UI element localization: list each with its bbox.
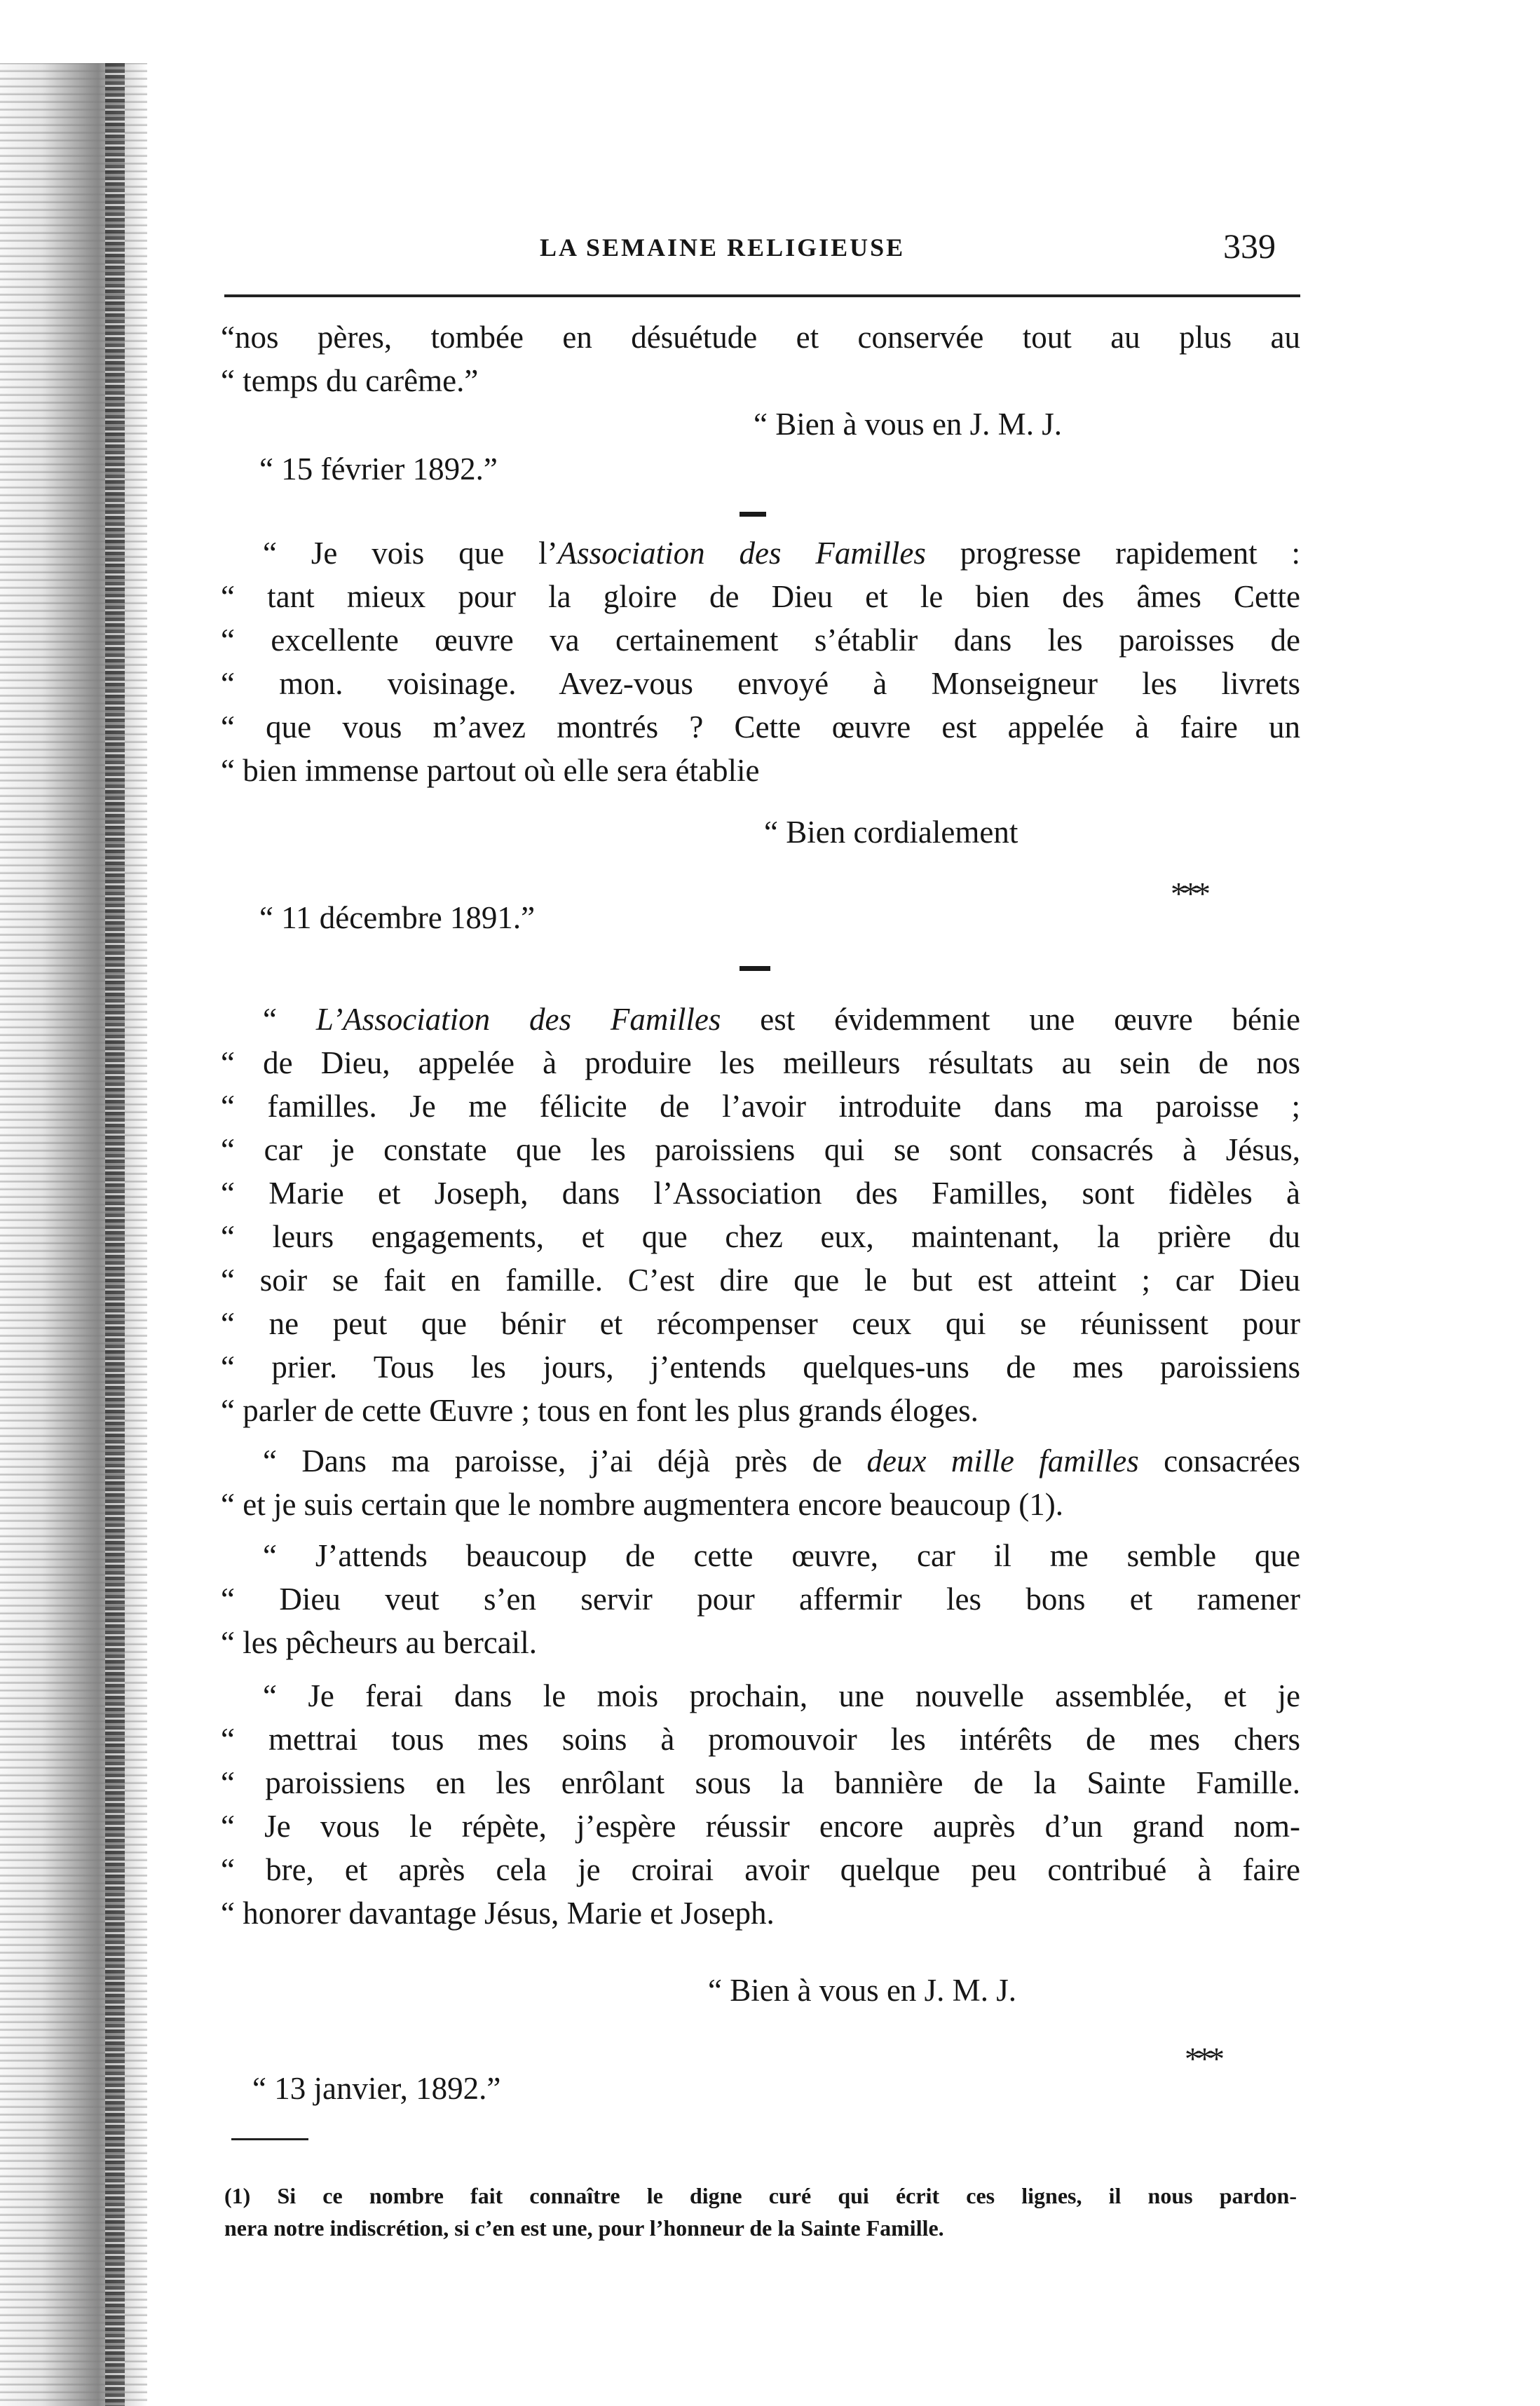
text-line: “ tant mieux pour la gloire de Dieu et le bien des âmes Cette xyxy=(221,579,1300,614)
text-line: “ de Dieu, appelée à produire les meilleurs résultats au sein de nos xyxy=(221,1045,1300,1080)
text-line: “ bien immense partout où elle sera établie xyxy=(221,753,760,788)
running-header xyxy=(0,226,1540,268)
header-rule xyxy=(224,294,1300,297)
page-number: 339 xyxy=(1223,226,1276,266)
text-line: “ ne peut que bénir et récompenser ceux qui se réunissent pour xyxy=(221,1306,1300,1341)
text-line: “ honorer davantage Jésus, Marie et Joseph. xyxy=(221,1896,775,1931)
letter-closing: “ Bien à vous en J. M. J. xyxy=(754,407,1062,442)
text-line: “ car je constate que les paroissiens qui se sont consacrés à Jésus, xyxy=(221,1132,1300,1167)
text-line: “ parler de cette Œuvre ; tous en font les plus grands éloges. xyxy=(221,1393,979,1428)
footnote-rule xyxy=(231,2138,308,2140)
text-line: “ Dieu veut s’en servir pour affermir les bons et ramener xyxy=(221,1582,1300,1617)
letter-date: “ 15 février 1892.” xyxy=(259,451,498,487)
section-dash xyxy=(740,512,766,517)
text-line: “ mon. voisinage. Avez-vous envoyé à Monseigneur les livrets xyxy=(221,666,1300,701)
text-line: “ temps du carême.” xyxy=(221,363,479,398)
letter-date: “ 13 janvier, 1892.” xyxy=(252,2071,501,2106)
text-line: “ prier. Tous les jours, j’entends quelques-uns de mes paroissiens xyxy=(221,1350,1300,1385)
text-line: “ les pêcheurs au bercail. xyxy=(221,1625,538,1660)
footnote-line: (1) Si ce nombre fait connaître le digne curé qui écrit ces lignes, il nous pardon- xyxy=(224,2183,1297,2208)
running-title: LA SEMAINE RELIGIEUSE xyxy=(540,233,906,261)
text-line: “ Marie et Joseph, dans l’Association des Familles, sont fidèles à xyxy=(221,1176,1300,1211)
text-line: “ Je vous le répète, j’espère réussir encore auprès d’un grand nom- xyxy=(221,1809,1300,1844)
letter-closing: “ Bien à vous en J. M. J. xyxy=(708,1973,1016,2008)
text-line: “ bre, et après cela je croirai avoir quelque peu contribué à faire xyxy=(221,1852,1300,1887)
text-line: “ Je ferai dans le mois prochain, une nouvelle assemblée, et je xyxy=(263,1678,1300,1713)
asterism: *** xyxy=(1185,2041,1220,2077)
text-line: “nos pères, tombée en désuétude et conservée tout au plus au xyxy=(221,320,1300,355)
letter-date: “ 11 décembre 1891.” xyxy=(259,900,536,935)
text-line: “ et je suis certain que le nombre augmentera encore beaucoup (1). xyxy=(221,1487,1063,1522)
text-line: “ familles. Je me félicite de l’avoir introduite dans ma paroisse ; xyxy=(221,1089,1300,1124)
letter-closing: “ Bien cordialement xyxy=(764,815,1018,850)
text-line: “ paroissiens en les enrôlant sous la bannière de la Sainte Famille. xyxy=(221,1765,1300,1800)
text-line: “ Je vois que l’Association des Familles progresse rapidement : xyxy=(263,536,1300,571)
text-line: “ mettrai tous mes soins à promouvoir les intérêts de mes chers xyxy=(221,1722,1300,1757)
text-line: “ que vous m’avez montrés ? Cette œuvre est appelée à faire un xyxy=(221,709,1300,745)
text-line: “ excellente œuvre va certainement s’établir dans les paroisses de xyxy=(221,623,1300,658)
text-line: “ Dans ma paroisse, j’ai déjà près de deux mille familles consacrées xyxy=(263,1443,1300,1479)
text-line: “ leurs engagements, et que chez eux, maintenant, la prière du xyxy=(221,1219,1300,1254)
text-line: “ J’attends beaucoup de cette œuvre, car il me semble que xyxy=(263,1538,1300,1573)
text-line: “ L’Association des Familles est évidemment une œuvre bénie xyxy=(263,1002,1300,1037)
footnote-line: nera notre indiscrétion, si c’en est une, pour l’honneur de la Sainte Famille. xyxy=(224,2215,944,2241)
asterism: *** xyxy=(1171,876,1206,911)
text-line: “ soir se fait en famille. C’est dire que le but est atteint ; car Dieu xyxy=(221,1263,1300,1298)
section-dash xyxy=(740,966,770,971)
